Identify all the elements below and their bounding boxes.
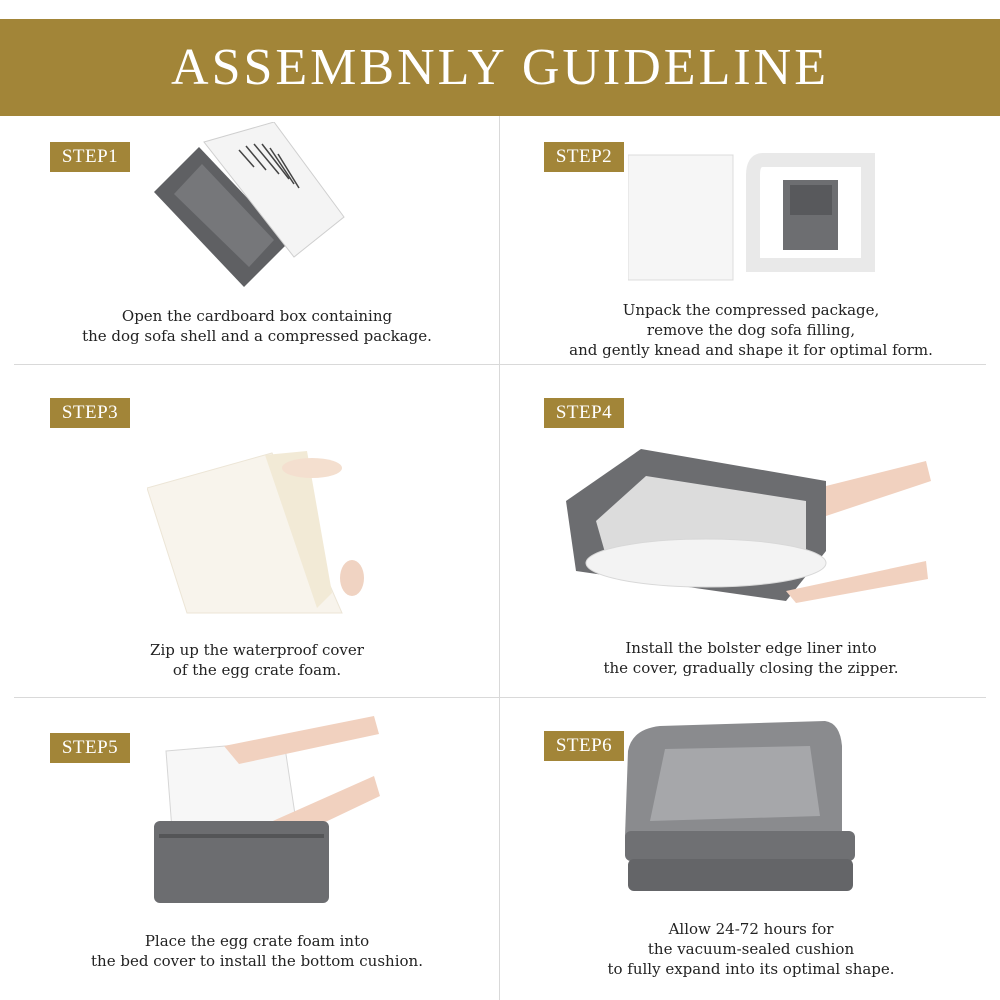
step-3-badge: STEP3 [50, 398, 130, 428]
step-5-caption-line-1: Place the egg crate foam into [144, 932, 370, 950]
step-1-caption-line-2: the dog sofa shell and a compressed package. [82, 327, 432, 345]
step-3-panel [14, 398, 500, 688]
step-2-badge: STEP2 [544, 142, 624, 172]
step-4-badge: STEP4 [544, 398, 624, 428]
step-4-caption [508, 638, 994, 678]
step-6-illustration [620, 711, 860, 896]
step-5-badge: STEP5 [50, 733, 130, 763]
step-3-caption-line-1: Zip up the waterproof cover [150, 641, 364, 659]
step-2-illustration [628, 150, 888, 290]
step-6-caption-line-2: the vacuum-sealed cushion [647, 940, 855, 958]
title-banner [0, 19, 1000, 116]
step-2-caption [508, 300, 994, 360]
step-6-caption-line-1: Allow 24-72 hours for [668, 920, 834, 938]
step-2-panel [508, 140, 994, 360]
step-1-badge: STEP1 [50, 142, 130, 172]
step-4-panel [508, 396, 994, 686]
step-3-caption-line-2: of the egg crate foam. [172, 661, 342, 679]
step-1-illustration [154, 122, 354, 292]
step-6-caption [508, 919, 994, 979]
step-5-caption-line-2: the bed cover to install the bottom cushion. [91, 952, 423, 970]
step-4-caption-line-1: Install the bolster edge liner into [625, 639, 877, 657]
page-title: ASSEMBNLY GUIDELINE [171, 39, 829, 96]
step-6-badge: STEP6 [544, 731, 624, 761]
row-divider-2 [14, 697, 986, 698]
step-2-caption-line-3: and gently knead and shape it for optimal form. [569, 341, 933, 359]
step-5-illustration [154, 716, 399, 906]
row-divider-1 [14, 364, 986, 365]
step-1-caption-line-1: Open the cardboard box containing [121, 307, 393, 325]
step-4-caption-line-2: the cover, gradually closing the zipper. [603, 659, 899, 677]
step-2-caption-line-2: remove the dog sofa filling, [646, 321, 856, 339]
step-5-panel [14, 731, 500, 996]
step-1-caption [14, 306, 500, 346]
step-6-caption-line-3: to fully expand into its optimal shape. [607, 960, 895, 978]
step-1-panel [14, 140, 500, 360]
step-3-illustration [147, 443, 377, 618]
step-6-panel [508, 731, 994, 996]
step-5-caption [14, 931, 500, 971]
step-3-caption [14, 640, 500, 680]
step-4-illustration [556, 441, 936, 606]
step-2-caption-line-1: Unpack the compressed package, [622, 301, 880, 319]
